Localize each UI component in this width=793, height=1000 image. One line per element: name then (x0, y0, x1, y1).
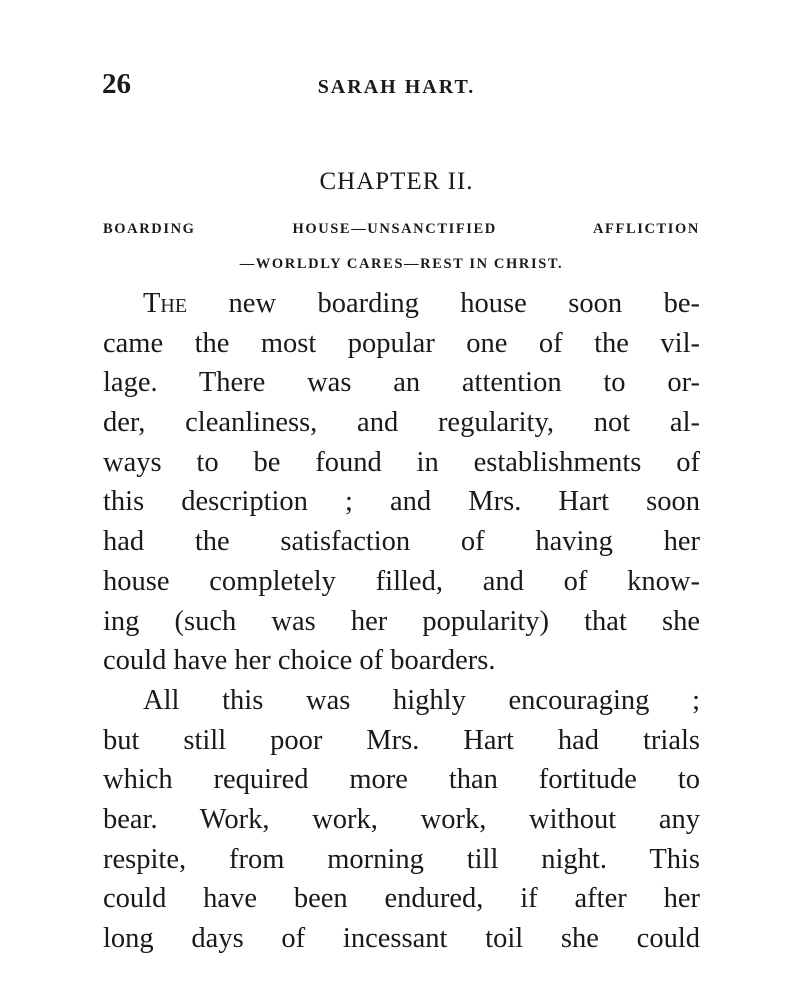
running-head: SARAH HART. (317, 76, 476, 98)
text-line: which required more than fortitude to (103, 764, 700, 796)
text-line: had the satisfaction of having her (103, 526, 700, 558)
chapter-title: CHAPTER II. (319, 168, 474, 195)
text-line-rest: new boarding house soon be- (187, 288, 700, 319)
drop-word: The (143, 288, 188, 319)
page-number: 26 (102, 68, 131, 100)
text-line: ing (such was her popularity) that she (103, 605, 700, 637)
text-line: respite, from morning till night. This (103, 843, 700, 875)
body-text (103, 284, 700, 959)
chapter-summary-line-1: BOARDING HOUSE—UNSANCTIFIED AFFLICTION (103, 221, 700, 237)
text-line: All this was highly encouraging ; (143, 684, 700, 716)
text-line: but still poor Mrs. Hart had trials (103, 724, 700, 756)
chapter-summary-line-2: —WORLDLY CARES—REST IN CHRIST. (239, 256, 564, 272)
text-line: this description ; and Mrs. Hart soon (103, 486, 700, 518)
text-line: ways to be found in establishments of (103, 446, 700, 478)
text-line: der, cleanliness, and regularity, not al- (103, 407, 700, 439)
text-line: could have her choice of boarders. (103, 645, 496, 677)
text-line: came the most popular one of the vil- (103, 327, 700, 359)
text-line: lage. There was an attention to or- (103, 367, 700, 399)
text-line (103, 284, 700, 324)
text-line: house completely filled, and of know- (103, 565, 700, 597)
text-line: long days of incessant toil she could (103, 923, 700, 954)
text-line: could have been endured, if after her (103, 883, 700, 915)
text-line: bear. Work, work, work, without any (103, 803, 700, 835)
